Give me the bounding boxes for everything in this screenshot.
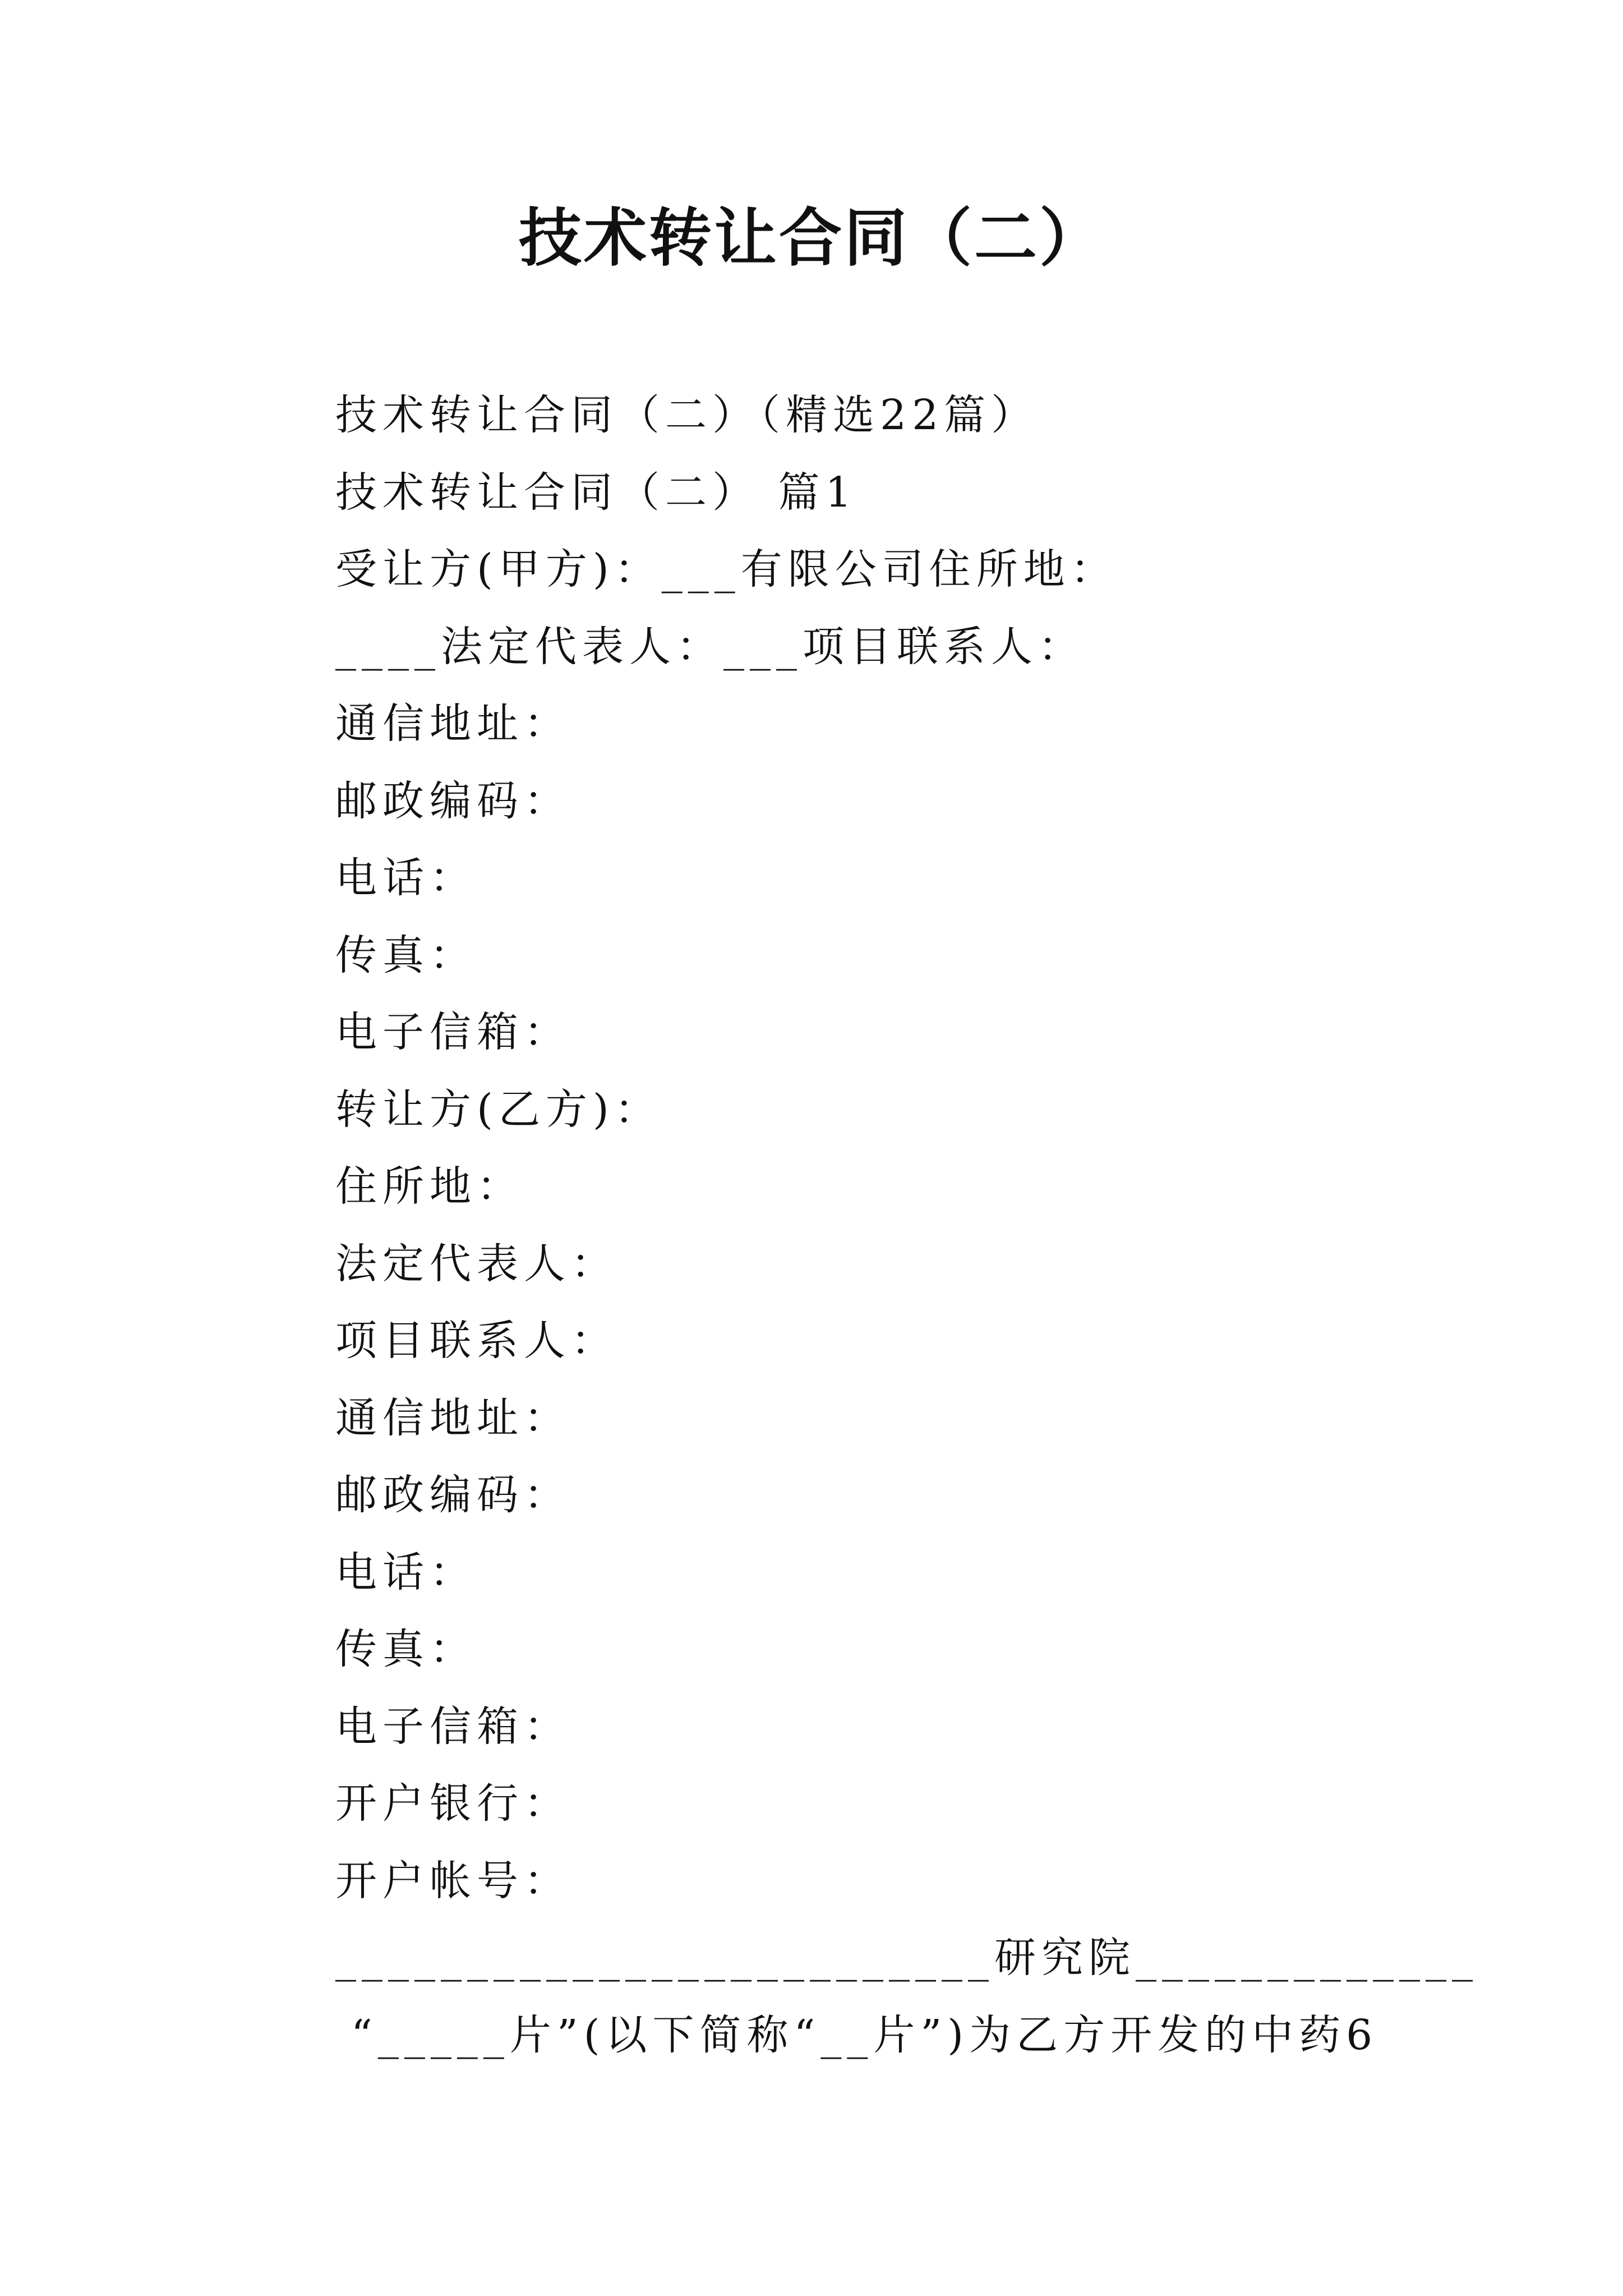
- product-description-line: “_____片”(以下简称“__片”)为乙方开发的中药6: [351, 2010, 1378, 2059]
- party-b-residence-field: 住所地：: [335, 1162, 524, 1211]
- party-a-address-field: 通信地址：: [335, 700, 571, 748]
- institute-line: _________________________研究院_____________: [335, 1934, 1478, 1982]
- party-a-email-field: 电子信箱：: [335, 1008, 571, 1056]
- party-a-line: 受让方(甲方)：___有限公司住所地：: [335, 545, 1118, 593]
- party-a-representative-line: ____法定代表人：___项目联系人：: [335, 622, 1085, 671]
- subtitle-line: 技术转让合同（二）（精选22篇）: [335, 391, 1039, 439]
- section-heading: 技术转让合同（二） 篇1: [335, 468, 857, 517]
- party-b-line: 转让方(乙方)：: [335, 1085, 662, 1134]
- party-a-phone-field: 电话：: [335, 854, 477, 902]
- bank-name-field: 开户银行：: [335, 1779, 571, 1828]
- party-b-email-field: 电子信箱：: [335, 1702, 571, 1751]
- document-body: [335, 377, 1478, 2074]
- party-b-representative-field: 法定代表人：: [335, 1239, 618, 1288]
- document-title: 技术转让合同（二）: [519, 201, 1104, 275]
- party-a-fax-field: 传真：: [335, 931, 477, 979]
- party-b-phone-field: 电话：: [335, 1548, 477, 1596]
- party-b-postcode-field: 邮政编码：: [335, 1471, 571, 1519]
- party-b-address-field: 通信地址：: [335, 1393, 571, 1442]
- party-a-postcode-field: 邮政编码：: [335, 776, 571, 825]
- bank-account-field: 开户帐号：: [335, 1856, 571, 1905]
- party-b-contact-field: 项目联系人：: [335, 1317, 618, 1365]
- party-b-fax-field: 传真：: [335, 1625, 477, 1673]
